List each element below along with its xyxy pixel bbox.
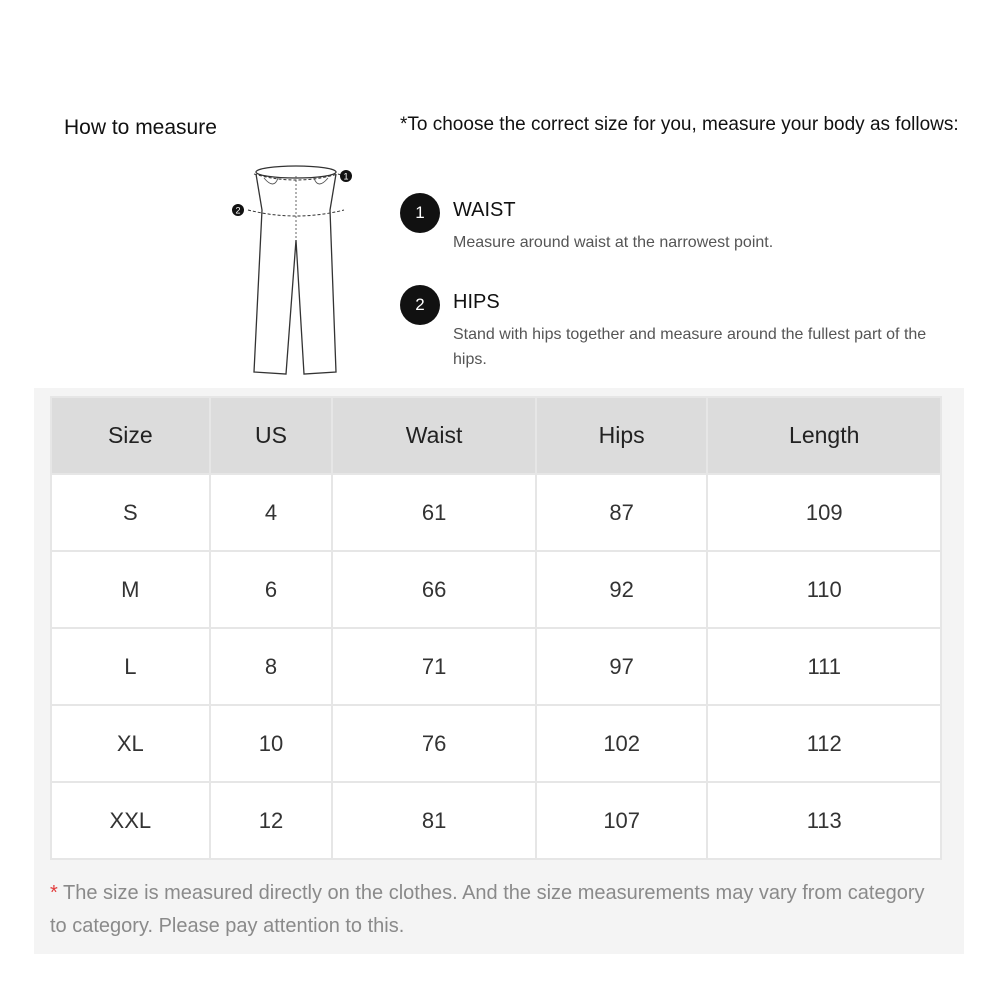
table-row: [51, 551, 941, 628]
column-header: Size: [51, 397, 210, 474]
table-cell: 107: [536, 782, 708, 859]
step-number-badge: 2: [400, 285, 440, 325]
table-cell: 4: [210, 474, 333, 551]
column-header: US: [210, 397, 333, 474]
measure-instructions: *To choose the correct size for you, measure your body as follows:: [400, 114, 959, 135]
table-cell: 6: [210, 551, 333, 628]
table-row: [51, 474, 941, 551]
table-cell: 66: [332, 551, 536, 628]
required-asterisk: *: [50, 882, 58, 904]
table-cell: 112: [707, 705, 941, 782]
table-cell: 97: [536, 628, 708, 705]
table-header-row: [51, 397, 941, 474]
table-cell: XXL: [51, 782, 210, 859]
how-to-measure-title: How to measure: [64, 116, 217, 139]
pants-diagram-icon: [228, 160, 358, 380]
table-cell: 61: [332, 474, 536, 551]
step-description: Stand with hips together and measure around the fullest part of the hips.: [453, 326, 927, 368]
size-table: [50, 396, 942, 860]
table-cell: XL: [51, 705, 210, 782]
table-cell: 113: [707, 782, 941, 859]
step-title: WAIST: [453, 199, 516, 221]
table-cell: 92: [536, 551, 708, 628]
table-cell: 87: [536, 474, 708, 551]
step-number-badge: 1: [400, 193, 440, 233]
table-cell: L: [51, 628, 210, 705]
table-cell: S: [51, 474, 210, 551]
table-cell: 12: [210, 782, 333, 859]
table-cell: 10: [210, 705, 333, 782]
table-cell: 71: [332, 628, 536, 705]
table-cell: 111: [707, 628, 941, 705]
marker-2-label: 2: [235, 205, 241, 216]
table-cell: 109: [707, 474, 941, 551]
column-header: Length: [707, 397, 941, 474]
table-row: [51, 705, 941, 782]
table-cell: 110: [707, 551, 941, 628]
table-cell: 102: [536, 705, 708, 782]
size-disclaimer-note: [50, 877, 930, 943]
step-title: HIPS: [453, 291, 500, 313]
step-description: Measure around waist at the narrowest point.: [453, 234, 774, 251]
table-cell: 8: [210, 628, 333, 705]
column-header: Waist: [332, 397, 536, 474]
table-row: [51, 782, 941, 859]
table-row: [51, 628, 941, 705]
table-cell: 81: [332, 782, 536, 859]
table-cell: M: [51, 551, 210, 628]
note-text: The size is measured directly on the clothes. And the size measurements may vary from category to category. Please pay attention to this.: [50, 882, 925, 937]
column-header: Hips: [536, 397, 708, 474]
marker-1-label: 1: [343, 171, 349, 182]
table-cell: 76: [332, 705, 536, 782]
